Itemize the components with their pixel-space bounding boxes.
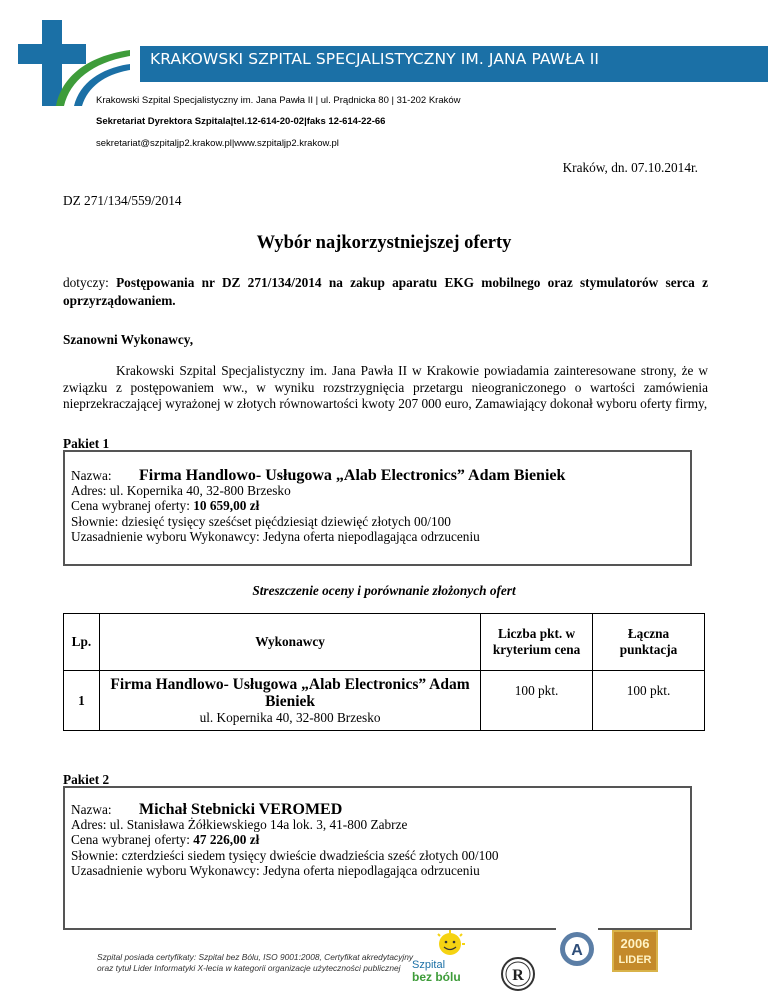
row-address: ul. Kopernika 40, 32-800 Brzesko	[199, 709, 381, 725]
price-label: Cena wybranej oferty:	[71, 498, 194, 514]
package-2-box	[63, 786, 692, 930]
salutation: Szanowni Wykonawcy,	[63, 332, 194, 347]
iso-registered-logo	[500, 956, 536, 992]
name-label: Nazwa:	[71, 802, 112, 817]
package-2-name: Michał Stebnicki VEROMED	[139, 801, 343, 818]
comparison-table	[63, 613, 705, 731]
certification-note	[97, 952, 413, 973]
package-2-reason: Jedyna oferta niepodlagająca odrzuceniu	[263, 862, 480, 878]
logo-lider-text: LIDER	[618, 954, 652, 966]
logo-r-text: R	[512, 967, 524, 984]
subject-text: Postępowania nr DZ 271/134/2014 na zakup aparatu EKG mobilnego oraz stymulatorów serca z oprzyrządowaniem.	[63, 275, 708, 308]
row-price-points: 100 pkt.	[481, 671, 593, 731]
package-2-price: 47 226,00 zł	[193, 832, 260, 848]
package-1-reason: Jedyna oferta niepodlagająca odrzuceniu	[263, 528, 480, 544]
reason-label: Uzasadnienie wyboru Wykonawcy:	[71, 862, 264, 878]
accreditation-logo	[556, 928, 598, 968]
package-1-price-line	[65, 498, 690, 513]
logo-a-text: A	[571, 942, 583, 959]
row-total: 100 pkt.	[593, 671, 705, 731]
contact-line: sekretariat@szpitaljp2.krakow.pl|www.szpitaljp2.krakow.pl	[96, 138, 339, 149]
table-row	[64, 671, 705, 731]
letter-date: Kraków, dn. 07.10.2014r.	[562, 160, 698, 175]
package-1-price: 10 659,00 zł	[193, 498, 260, 514]
row-firm-cell	[99, 671, 480, 731]
lider-2006-logo	[612, 930, 658, 972]
logo-szpital-text: Szpital	[412, 959, 446, 971]
hospital-logo	[18, 20, 130, 106]
document-title: Wybór najkorzystniejszej oferty	[256, 233, 512, 253]
package-2-reason-line	[65, 863, 690, 878]
package-2-label: Pakiet 2	[63, 772, 110, 787]
package-1-name-line	[65, 468, 690, 483]
package-2-price-line	[65, 832, 690, 847]
col-contractors: Wykonawcy	[99, 614, 480, 671]
name-label: Nazwa:	[71, 468, 112, 483]
price-label: Cena wybranej oferty:	[71, 832, 194, 848]
package-1-name: Firma Handlowo- Usługowa „Alab Electronics” Adam Bieniek	[139, 467, 566, 484]
package-1-words: Słownie: dziesięć tysięcy sześćset pięćdziesiąt dziewięć złotych 00/100	[71, 513, 451, 529]
package-1-reason-line	[65, 529, 690, 544]
szpital-bez-bolu-logo	[408, 930, 476, 986]
col-price-points: Liczba pkt. w kryterium cena	[481, 614, 593, 671]
hospital-name: KRAKOWSKI SZPITAL SPECJALISTYCZNY IM. JANA PAWŁA II	[150, 50, 600, 68]
row-firm: Firma Handlowo- Usługowa „Alab Electronics” Adam Bieniek	[110, 675, 470, 710]
package-2-words: Słownie: czterdzieści siedem tysięcy dwieście dwadzieścia sześć złotych 00/100	[71, 847, 499, 863]
logo-bez-bolu-text: bez bólu	[412, 970, 461, 984]
logo-2006-text: 2006	[620, 936, 650, 951]
package-1-label: Pakiet 1	[63, 436, 110, 451]
subject	[63, 274, 708, 310]
package-1-box	[63, 450, 692, 566]
package-2-name-line	[65, 802, 690, 817]
reason-label: Uzasadnienie wyboru Wykonawcy:	[71, 528, 264, 544]
package-1-address: Adres: ul. Kopernika 40, 32-800 Brzesko	[71, 483, 291, 499]
col-lp: Lp.	[64, 614, 100, 671]
body-paragraph: Krakowski Szpital Specjalistyczny im. Jana Pawła II w Krakowie powiadamia zainteresowane strony, że w związku z postępowaniem ww., w wyniku rozstrzygnięcia przetargu nieograniczonego o wartości zamówienia nieprzekraczającej wyrażonej w złotych równowartości kwoty 207 000 euro, Zamawiający dokonał wyboru oferty firmy,	[63, 363, 708, 411]
reference-number: DZ 271/134/559/2014	[63, 193, 182, 208]
table-header-row	[64, 614, 705, 671]
package-2-address: Adres: ul. Stanisława Żółkiewskiego 14a lok. 3, 41-800 Zabrze	[71, 817, 408, 833]
col-total: Łączna punktacja	[593, 614, 705, 671]
subject-prefix: dotyczy:	[63, 275, 117, 290]
address-line: Krakowski Szpital Specjalistyczny im. Jana Pawła II | ul. Prądnicka 80 | 31-202 Kraków	[96, 95, 461, 106]
cert-line-2: oraz tytuł Lider Informatyki X-lecia w kategorii organizacje użyteczności publicznej	[97, 962, 401, 973]
secretariat-line: Sekretariat Dyrektora Szpitala|tel.12-614-20-02|faks 12-614-22-66	[96, 116, 386, 127]
summary-title: Streszczenie oceny i porównanie złożonych ofert	[252, 583, 516, 598]
row-lp: 1	[64, 671, 100, 731]
cert-line-1: Szpital posiada certyfikaty: Szpital bez Bólu, ISO 9001:2008, Certyfikat akredytacyjny	[97, 952, 414, 962]
